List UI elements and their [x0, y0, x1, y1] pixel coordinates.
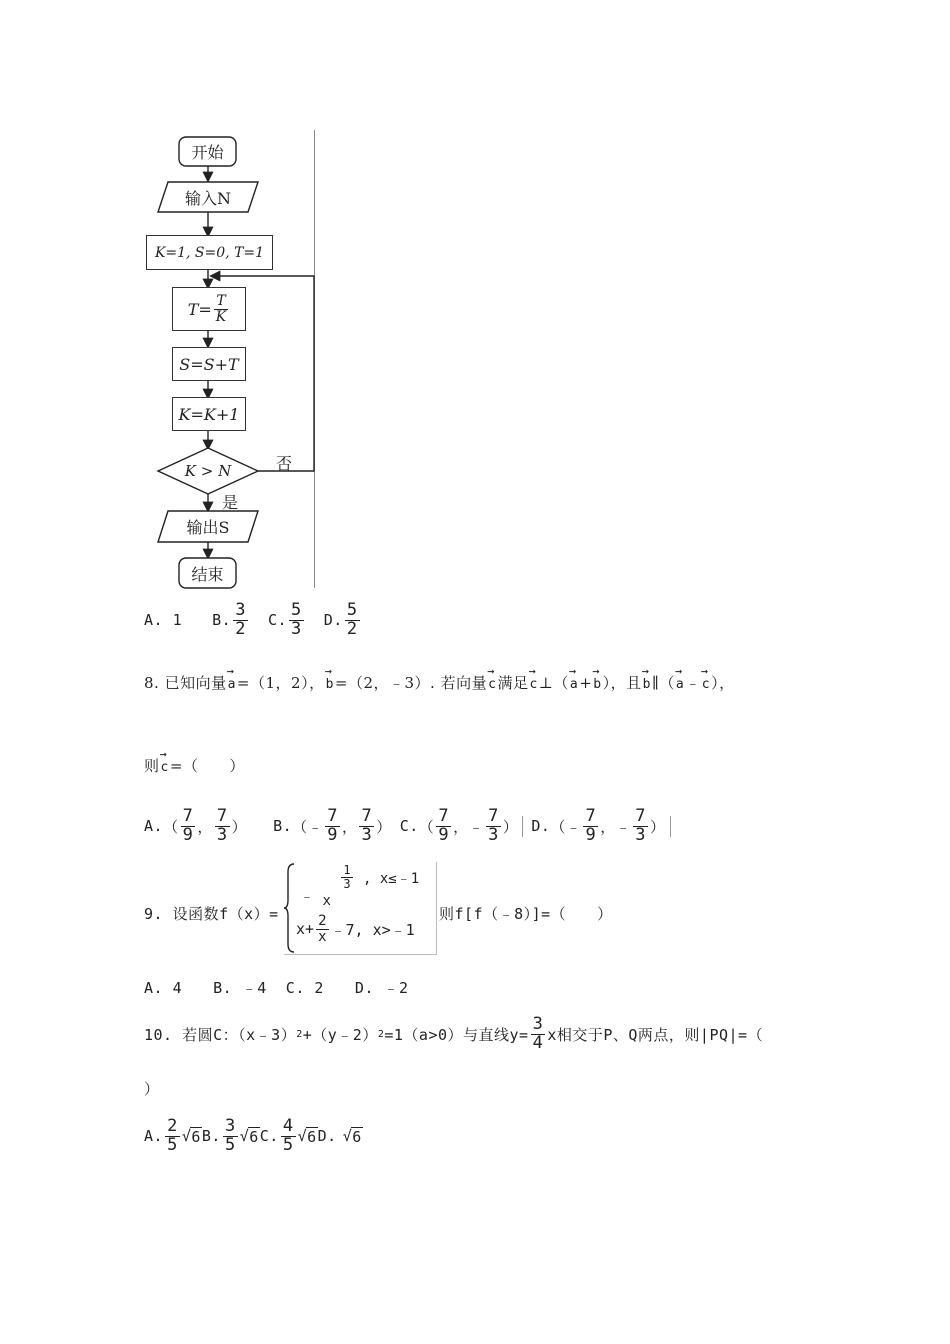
- q10-close: ）: [144, 1080, 160, 1098]
- q10-a-den: 5: [167, 1134, 178, 1155]
- q7-option-b-frac: [233, 599, 248, 639]
- q9-case1: [300, 863, 420, 910]
- q8-vec-c: → c: [488, 677, 496, 692]
- t-den: K: [215, 308, 227, 325]
- q8-parallel: ∥（: [651, 674, 675, 692]
- q7-option-c-label: C.: [267, 611, 287, 629]
- q8-a-val: =（1，2），: [236, 674, 325, 692]
- q8-vec-c-4: → c: [161, 760, 169, 775]
- q8-b-frac1: [325, 805, 340, 845]
- q8-vec-a: → a: [228, 677, 236, 692]
- sqrt-icon: √: [181, 1127, 192, 1145]
- q8-vec-c-3: → c: [702, 677, 710, 692]
- q8-b-neg: ﹣: [307, 817, 324, 836]
- condition-label: K > N: [184, 462, 232, 480]
- q8-vec-b-2: → b: [593, 677, 601, 692]
- q9-options: A. 4 B. ﹣4 C. 2 D. ﹣2: [144, 979, 409, 997]
- q10-stem: [144, 1010, 763, 1058]
- q8-eq: =（ ）: [169, 757, 245, 775]
- q8-c-lp: （: [418, 817, 435, 836]
- q10-a-root: 6: [191, 1127, 201, 1146]
- q8-c-f2-den: 3: [488, 824, 499, 845]
- q10-c-den: 5: [282, 1134, 294, 1155]
- q9-case2-den: x: [318, 928, 327, 945]
- q8-options: [144, 806, 671, 846]
- q10-option-d-label: D.: [317, 1127, 337, 1145]
- q8-a-lp: （: [163, 817, 179, 836]
- q10-d-root: 6: [352, 1127, 362, 1146]
- q10-c-frac: [281, 1115, 296, 1155]
- q8-option-d-label: D.: [531, 817, 551, 835]
- q9-case2-x: x+: [296, 920, 315, 939]
- q8-d-frac1: [583, 805, 598, 845]
- q8-c-comma: ，: [453, 817, 469, 836]
- q9-case2: [296, 914, 415, 944]
- q9-case2-num: 2: [318, 913, 327, 929]
- q7-c-num: 5: [291, 599, 302, 620]
- q9-exp-num: 1: [343, 863, 351, 877]
- q8-perp: ⊥（: [538, 674, 569, 692]
- q8-c-neg: ﹣: [468, 817, 485, 836]
- q8-cond1: 满足: [497, 674, 529, 692]
- q8-c-rp: ）: [503, 816, 524, 837]
- q10-sup2: 2: [377, 1028, 385, 1040]
- q8-d-f1-den: 9: [585, 824, 597, 845]
- q8-then: [144, 755, 245, 776]
- q8-a-frac1: [181, 805, 196, 845]
- q10-suffix: x相交于P、Q两点，则|PQ|=（: [547, 1025, 764, 1044]
- q8-a-comma: ，: [197, 817, 213, 836]
- q7-c-den: 3: [291, 618, 302, 639]
- q10-c-num: 4: [282, 1115, 294, 1136]
- q8-b-val: =（2，﹣3）. 若向量: [334, 674, 488, 692]
- q8-a-f2-num: 7: [216, 805, 228, 826]
- q8-stem: [144, 672, 735, 693]
- q10-slope-num: 3: [532, 1013, 544, 1034]
- q10-b-num: 3: [224, 1115, 236, 1136]
- q8-d-neg1: ﹣: [565, 817, 582, 836]
- q7-option-b-label: B.: [212, 611, 232, 629]
- q8-a-f1-num: 7: [182, 805, 194, 826]
- q8-b-f2-den: 3: [361, 824, 373, 845]
- q10-option-a-label: A.: [144, 1127, 164, 1145]
- sqrt-icon: √: [239, 1127, 250, 1145]
- q8-vec-a-2: → a: [570, 677, 578, 692]
- q8-vec-b-3: → b: [643, 677, 651, 692]
- q8-vec-c-2: → c: [529, 677, 537, 692]
- q7-option-d-label: D.: [323, 611, 343, 629]
- q9-case1-neg: ﹣: [300, 889, 314, 906]
- q8-a-rp: ）: [231, 817, 248, 836]
- sqrt-icon: √: [297, 1127, 308, 1145]
- q10-c-root: 6: [307, 1127, 317, 1146]
- s-assign-label: S=S+T: [179, 354, 239, 374]
- q8-d-neg2: ﹣: [615, 817, 632, 836]
- q9-case1-x: x: [322, 893, 331, 910]
- q8-c-frac2: [486, 805, 501, 845]
- q9-case1-cond: , x≤﹣1: [362, 871, 420, 888]
- q8-option-b-label: B.: [273, 817, 293, 835]
- q9-case2-frac: [316, 914, 328, 944]
- t-assign-box: [172, 287, 246, 331]
- q7-d-num: 5: [346, 599, 358, 620]
- q8-d-comma: ，: [600, 817, 616, 836]
- q8-b-f1-num: 7: [327, 805, 338, 826]
- q8-plus: +: [579, 674, 593, 692]
- q8-option-c-label: C.: [399, 817, 419, 835]
- q10-sup1: 2: [296, 1028, 303, 1040]
- q8-a-frac2: [215, 805, 230, 845]
- q8-d-f2-den: 3: [635, 824, 646, 845]
- q8-cond2: ），且: [602, 674, 642, 692]
- q10-prefix: 10. 若圆C：（x﹣3）: [144, 1025, 297, 1044]
- sqrt-icon: √: [342, 1127, 353, 1145]
- init-box: [146, 235, 273, 270]
- q8-a-f2-den: 3: [216, 824, 228, 845]
- no-label: 否: [276, 454, 293, 473]
- q10-a-frac: [165, 1115, 180, 1155]
- q9-case1-exp: [341, 864, 352, 890]
- t-assign-fraction: [214, 294, 228, 324]
- q9-suffix: 则f[f（﹣8）]=（ ）: [439, 905, 613, 923]
- q8-d-f1-num: 7: [585, 805, 597, 826]
- q8-b-f2-num: 7: [361, 805, 373, 826]
- q10-b-frac: [223, 1115, 238, 1155]
- q10-option-b-label: B.: [201, 1127, 221, 1145]
- t-assign-left: T=: [187, 299, 212, 319]
- flowchart-connectors: [0, 0, 340, 600]
- q8-d-frac2: [633, 805, 648, 845]
- t-num: T: [216, 292, 226, 309]
- q10-option-c-label: C.: [259, 1127, 279, 1145]
- q8-b-frac2: [359, 805, 374, 845]
- q10-options: [144, 1114, 363, 1158]
- q8-c-f2-num: 7: [488, 805, 499, 826]
- q10-b-root: 6: [249, 1127, 259, 1146]
- q8-a-f1-den: 9: [182, 824, 194, 845]
- q8-b-lp: （: [292, 817, 308, 836]
- q7-options: [144, 600, 362, 640]
- q9-case2-rest: ﹣7, x>﹣1: [330, 920, 415, 939]
- q7-option-d-frac: [345, 599, 360, 639]
- q7-b-num: 3: [235, 599, 246, 620]
- q10-a-num: 2: [167, 1115, 178, 1136]
- q10-mid1: +（y﹣2）: [302, 1025, 378, 1044]
- q8-c-f1-num: 7: [438, 805, 450, 826]
- q8-option-a-label: A.: [144, 817, 164, 835]
- q8-vec-b: → b: [326, 677, 334, 692]
- q8-c-f1-den: 9: [438, 824, 450, 845]
- q9-exp-den: 3: [343, 876, 351, 891]
- q7-option-c-frac: [289, 599, 304, 639]
- yes-label: 是: [222, 493, 239, 512]
- q7-option-a: A. 1: [144, 611, 183, 629]
- output-label: 输出S: [186, 518, 230, 537]
- brace-icon: [284, 862, 296, 954]
- q8-minus: ﹣: [685, 674, 701, 692]
- q10-slope-frac: [531, 1013, 546, 1053]
- q10-mid2: =1（a>0）与直线y=: [384, 1025, 529, 1044]
- q8-d-f2-num: 7: [635, 805, 646, 826]
- q10-slope-den: 4: [532, 1032, 544, 1053]
- q7-b-den: 2: [235, 618, 246, 639]
- q8-d-rp: ）: [650, 816, 671, 837]
- q8-b-f1-den: 9: [327, 824, 338, 845]
- q8-prefix: 8. 已知向量: [144, 674, 227, 692]
- q10-b-den: 5: [224, 1134, 236, 1155]
- start-label: 开始: [191, 143, 224, 162]
- q9-piecewise-box: [284, 862, 437, 955]
- end-label: 结束: [191, 564, 224, 584]
- input-label: 输入N: [184, 188, 231, 208]
- init-label: K=1, S=0, T=1: [154, 244, 265, 261]
- q8-end: ），: [711, 674, 735, 692]
- q8-b-comma: ，: [341, 817, 358, 836]
- q8-d-lp: （: [550, 817, 566, 836]
- q8-c-frac1: [436, 805, 451, 845]
- q9-prefix: 9. 设函数f（x）=: [144, 905, 279, 923]
- k-assign-label: K=K+1: [178, 404, 240, 424]
- q7-d-den: 2: [346, 618, 358, 639]
- q8-vec-a-3: → a: [676, 677, 684, 692]
- k-assign-box: [172, 397, 246, 431]
- q8-b-rp: ）: [376, 817, 392, 836]
- s-assign-box: [172, 347, 246, 381]
- q8-then-label: 则: [144, 757, 160, 775]
